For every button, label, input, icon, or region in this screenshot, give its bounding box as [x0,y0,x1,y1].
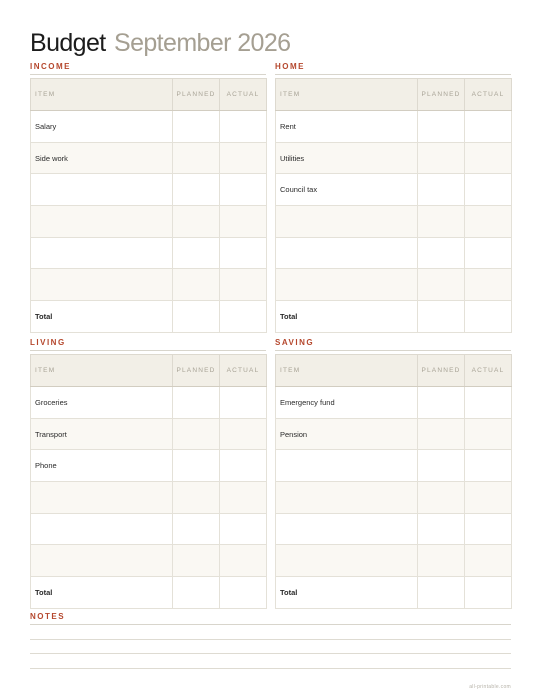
item-cell[interactable] [276,450,418,482]
actual-total-cell[interactable] [220,301,267,333]
item-cell[interactable] [276,206,418,238]
item-cell[interactable] [31,545,173,577]
item-cell[interactable] [276,545,418,577]
actual-cell[interactable] [465,269,512,301]
total-label: Total [31,577,173,609]
actual-cell[interactable] [465,111,512,143]
table-row [31,387,267,419]
planned-cell[interactable] [173,387,220,419]
income-table [30,78,267,333]
actual-cell[interactable] [465,237,512,269]
planned-cell[interactable] [418,545,465,577]
actual-cell[interactable] [220,450,267,482]
item-cell[interactable] [31,206,173,238]
table-row [276,237,512,269]
item-cell[interactable]: Phone [31,450,173,482]
actual-cell[interactable] [465,482,512,514]
actual-total-cell[interactable] [220,577,267,609]
actual-cell[interactable] [220,545,267,577]
actual-cell[interactable] [220,111,267,143]
page-title-main: Budget [30,29,106,57]
column-header-item: ITEM [276,355,418,387]
saving-table [275,354,512,609]
table-header-row [276,79,512,111]
table-row [31,174,267,206]
column-header-actual: ACTUAL [220,79,267,111]
footer-credit: all-printable.com [469,684,511,690]
planned-cell[interactable] [173,111,220,143]
planned-cell[interactable] [418,269,465,301]
table-row [276,450,512,482]
actual-cell[interactable] [220,482,267,514]
column-header-actual: ACTUAL [465,79,512,111]
actual-cell[interactable] [220,174,267,206]
planned-cell[interactable] [173,545,220,577]
table-row [276,269,512,301]
living-section [30,338,266,609]
planned-total-cell[interactable] [418,301,465,333]
home-table [275,78,512,333]
planned-cell[interactable] [173,482,220,514]
note-line[interactable] [30,625,511,640]
actual-cell[interactable] [465,513,512,545]
total-label: Total [31,301,173,333]
actual-cell[interactable] [465,387,512,419]
actual-cell[interactable] [220,237,267,269]
table-row [31,237,267,269]
saving-section-title: SAVING [275,338,511,351]
column-header-planned: PLANNED [418,79,465,111]
planned-cell[interactable] [418,387,465,419]
column-header-actual: ACTUAL [220,355,267,387]
table-row [276,513,512,545]
actual-cell[interactable] [220,418,267,450]
table-row [276,206,512,238]
planned-cell[interactable] [173,206,220,238]
table-row [276,482,512,514]
home-section [275,62,511,333]
total-row [276,301,512,333]
column-header-item: ITEM [31,79,173,111]
table-row [31,206,267,238]
notes-section-title: NOTES [30,612,511,625]
table-row [276,387,512,419]
actual-cell[interactable] [220,269,267,301]
page-title-month: September 2026 [114,29,291,57]
column-header-planned: PLANNED [173,79,220,111]
planned-total-cell[interactable] [173,577,220,609]
total-label: Total [276,301,418,333]
notes-section [30,612,511,669]
total-row [31,301,267,333]
table-row [31,513,267,545]
column-header-item: ITEM [31,355,173,387]
living-table [30,354,267,609]
table-row [31,450,267,482]
item-cell[interactable] [276,269,418,301]
table-row [31,418,267,450]
actual-cell[interactable] [465,142,512,174]
income-section-title: INCOME [30,62,266,75]
note-line[interactable] [30,640,511,655]
planned-cell[interactable] [418,450,465,482]
table-row [31,545,267,577]
saving-section [275,338,511,609]
planned-total-cell[interactable] [173,301,220,333]
actual-cell[interactable] [220,206,267,238]
planned-cell[interactable] [418,482,465,514]
planned-cell[interactable] [173,450,220,482]
item-cell[interactable] [276,237,418,269]
item-cell[interactable] [31,269,173,301]
item-cell[interactable]: Salary [31,111,173,143]
actual-cell[interactable] [465,418,512,450]
table-row [276,111,512,143]
planned-total-cell[interactable] [418,577,465,609]
actual-cell[interactable] [220,387,267,419]
actual-total-cell[interactable] [465,577,512,609]
item-cell[interactable]: Pension [276,418,418,450]
home-section-title: HOME [275,62,511,75]
item-cell[interactable]: Council tax [276,174,418,206]
item-cell[interactable]: Utilities [276,142,418,174]
table-row [276,545,512,577]
item-cell[interactable]: Transport [31,418,173,450]
table-row [31,482,267,514]
table-row [276,174,512,206]
item-cell[interactable] [31,482,173,514]
actual-cell[interactable] [465,206,512,238]
planned-cell[interactable] [173,418,220,450]
column-header-item: ITEM [276,79,418,111]
income-section [30,62,266,333]
actual-cell[interactable] [465,174,512,206]
planned-cell[interactable] [173,237,220,269]
table-header-row [31,79,267,111]
item-cell[interactable]: Emergency fund [276,387,418,419]
item-cell[interactable] [31,513,173,545]
table-header-row [31,355,267,387]
table-row [31,269,267,301]
table-row [276,418,512,450]
planned-cell[interactable] [418,174,465,206]
item-cell[interactable]: Groceries [31,387,173,419]
planned-cell[interactable] [418,142,465,174]
table-row [276,142,512,174]
planned-cell[interactable] [418,418,465,450]
page-title [30,28,290,58]
total-label: Total [276,577,418,609]
planned-cell[interactable] [418,206,465,238]
actual-cell[interactable] [220,513,267,545]
planned-cell[interactable] [173,174,220,206]
item-cell[interactable]: Side work [31,142,173,174]
item-cell[interactable] [276,482,418,514]
actual-cell[interactable] [465,450,512,482]
actual-cell[interactable] [220,142,267,174]
note-line[interactable] [30,654,511,669]
planned-cell[interactable] [418,111,465,143]
planned-cell[interactable] [173,513,220,545]
column-header-actual: ACTUAL [465,355,512,387]
planned-cell[interactable] [418,237,465,269]
planned-cell[interactable] [418,513,465,545]
total-row [31,577,267,609]
planned-cell[interactable] [173,269,220,301]
living-section-title: LIVING [30,338,266,351]
actual-total-cell[interactable] [465,301,512,333]
table-row [31,111,267,143]
actual-cell[interactable] [465,545,512,577]
table-row [31,142,267,174]
item-cell[interactable] [276,513,418,545]
column-header-planned: PLANNED [173,355,220,387]
planned-cell[interactable] [173,142,220,174]
item-cell[interactable] [31,174,173,206]
total-row [276,577,512,609]
item-cell[interactable]: Rent [276,111,418,143]
item-cell[interactable] [31,237,173,269]
column-header-planned: PLANNED [418,355,465,387]
table-header-row [276,355,512,387]
